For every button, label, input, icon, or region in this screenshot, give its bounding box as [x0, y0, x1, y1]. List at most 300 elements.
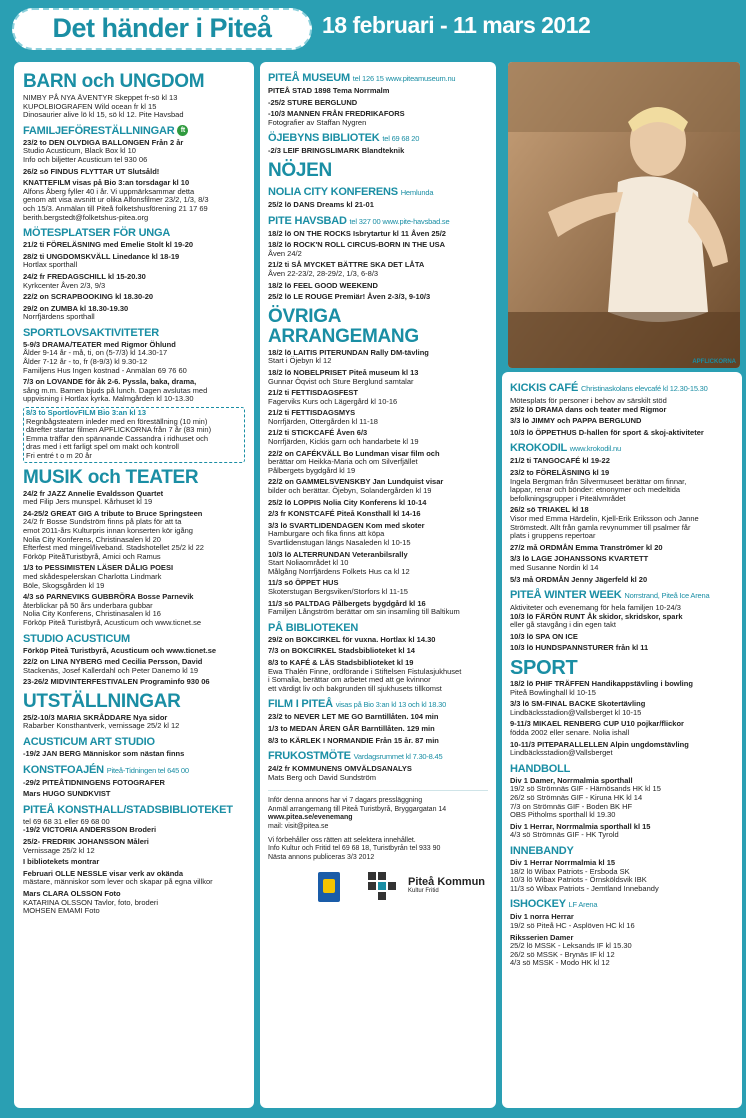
event-detail: återblickar på 50 års underbara gubbar [23, 600, 153, 610]
event-entry [268, 450, 488, 476]
heading-motes: MÖTESPLATSER FÖR UNGA [23, 227, 171, 240]
event-entry [23, 139, 245, 165]
event-detail: födda 2002 eller senare. Nolia ishall [510, 728, 630, 738]
event-detail: Pålbergets bygdgård kl 19 [268, 465, 356, 475]
event-detail: Visor med Emma Härdelin, Kjell-Erik Eriksson och Janne [510, 513, 699, 523]
event-detail: 18/2 lö Wibax Patriots - Ersboda SK [510, 866, 630, 876]
heading-sub: tel 126 15 www.piteamuseum.nu [352, 74, 456, 83]
footer-line: Vi förbehåller oss rätten att selektera innehållet. [268, 836, 416, 844]
event-entry [23, 750, 245, 759]
event-title: 22/2 on GAMMELSVENSKBY Jan Lundquist visar [268, 477, 444, 487]
event-title: 10-11/3 PITEPARALLELLEN Alpin ungdomstävling [510, 739, 689, 749]
event-entry [268, 429, 488, 446]
event-detail: Strömstedt. Allt från gamla revynummer till psalmer får [510, 522, 691, 532]
sportlov-list [23, 341, 245, 404]
event-title: Div 1 norra Herrar [510, 912, 574, 922]
event-title: -2/3 LEIF BRINGSLIMARK Blandteknik [268, 146, 405, 156]
film-list [268, 713, 488, 745]
event-detail: Ingela Bergman från Silvermuseet berättar om finnar, [510, 476, 687, 486]
event-entry [268, 499, 488, 508]
event-entry [510, 406, 734, 415]
event-detail: mästare, människor som lever och skapar på egna villkor [23, 877, 213, 887]
event-title: Mars CLARA OLSSON Foto [23, 889, 121, 898]
event-entry [23, 838, 245, 855]
event-title: 21/2 ti FÖRELÄSNING med Emelie Stolt kl 19-20 [23, 240, 194, 250]
column-left [14, 62, 254, 1108]
event-title: 26/2 sö TRIAKEL kl 18 [510, 505, 589, 515]
text-line: dras med i ett farligt spel om makt och kontroll [26, 442, 179, 452]
event-title: 29/2 on ZUMBA kl 18.30-19.30 [23, 303, 129, 313]
event-title: 21/2 ti FETTISDAGSFEST [268, 388, 359, 398]
event-entry [268, 579, 488, 596]
footer-line: Inför denna annons har vi 7 dagars pressläggning [268, 797, 423, 805]
photo-illustration [508, 62, 740, 368]
event-title: 10/3 lö HUNDSPANNSTURER från kl 11 [510, 643, 649, 653]
event-entry [23, 293, 245, 302]
event-entry [23, 305, 245, 322]
event-detail: Förköp Piteå Turistbyrå, Acusticum och www.ticnet.se [23, 617, 201, 627]
event-title: 8/3 to KAFÉ & LÄS Stadsbiblioteket kl 19 [268, 657, 414, 667]
event-title: 3/3 lö LAGE JOHANSSONS KVARTETT [510, 554, 649, 564]
heading-text: PITE HAVSBAD [268, 214, 347, 227]
event-entry [268, 636, 488, 645]
event-title: 9-11/3 MIKAEL RENBERG CUP U10 pojkar/flickor [510, 719, 684, 729]
heading-text: PITEÅ WINTER WEEK [510, 589, 622, 602]
ojebyn-list [268, 147, 488, 156]
havsbad-list [268, 230, 488, 302]
event-detail: Böle, Skogsgården kl 19 [23, 580, 105, 590]
heading-familj-text: FAMILJEFÖRESTÄLLNINGAR [23, 124, 175, 137]
event-detail: Lindbäcksstadion@Vallsberget kl 10-15 [510, 707, 642, 717]
event-entry [23, 341, 245, 375]
event-detail: Familjen Långström berättar om sin insamling till Baltikum [268, 607, 460, 617]
event-title: 28/2 ti UNGDOMSKVÄLL Linedance kl 18-19 [23, 251, 180, 261]
event-title: KNATTEFILM visas på Bio 3:an torsdagar kl 10 [23, 178, 190, 188]
event-title: 7/3 on LOVANDE för åk 2-6. Pyssla, baka, drama, [23, 377, 197, 387]
event-title: -29/2 PITEÅTIDNINGENS FOTOGRAFER [23, 777, 165, 787]
heading-sub: LF Arena [568, 900, 598, 910]
heading-ishockey [510, 898, 734, 911]
heading-sub: Piteå-Tidningen tel 645 00 [106, 765, 189, 775]
event-entry [268, 647, 488, 656]
event-title: 27/2 må ORDMÅN Emma Tranströmer kl 20 [510, 542, 663, 552]
event-detail: Målgång Norrfjärdens Folkets Hus ca kl 12 [268, 566, 410, 576]
event-entry [23, 179, 245, 222]
event-title: 3/3 lö SM-FINAL BACKE Skotertävling [510, 699, 646, 709]
event-detail: Rabarber Konsthantverk, vernissage 25/2 kl 12 [23, 721, 180, 731]
footer-line: Info Kultur och Fritid tel 69 68 18, Turistbyrån tel 933 90 [268, 845, 441, 853]
event-detail: Start Noliaområdet kl 10 [268, 558, 349, 568]
event-entry [23, 826, 245, 835]
event-detail: 19/2 sö Strömnäs GIF - Härnösands HK kl 15 [510, 784, 661, 794]
event-detail: uppvisning i Hortlax kyrka. Malmgården kl 10-13.30 [23, 394, 194, 404]
event-detail: Nolia City Konferens, Christinasalen kl 20 [23, 534, 161, 544]
heading-text: ÖJEBYNS BIBLIOTEK [268, 132, 380, 145]
section-heading-nojen: NÖJEN [268, 159, 332, 181]
event-detail: Norrfjärden, Kickis garn och handarbete kl 19 [268, 437, 419, 447]
event-title: 7/3 on BOKCIRKEL Stadsbiblioteket kl 14 [268, 646, 415, 656]
event-entry [23, 790, 245, 799]
heading-text: PITEÅ MUSEUM [268, 72, 350, 84]
event-detail: 10/3 lö Wibax Patriots - Örnsköldsvik IBK [510, 875, 647, 885]
event-entry [268, 87, 488, 96]
event-detail: 4/3 sö MSSK - Modo HK kl 12 [510, 958, 610, 968]
heading-text: KICKIS CAFÉ [510, 382, 579, 394]
heading-havsbad [268, 215, 488, 228]
event-title: 24/2 fr FREDAGSCHILL kl 15-20.30 [23, 271, 146, 281]
event-title: 22/2 on SCRAPBOOKING kl 18.30-20 [23, 292, 154, 302]
heading-innebandy: INNEBANDY [510, 844, 574, 857]
event-entry [510, 469, 734, 503]
footer-mail[interactable]: mail: visit@pitea.se [268, 822, 329, 830]
event-entry [268, 261, 488, 278]
event-entry [510, 555, 734, 572]
event-entry [23, 510, 245, 562]
event-detail: Vernissage 25/2 kl 12 [23, 845, 95, 855]
event-entry [510, 700, 734, 717]
event-entry [268, 293, 488, 302]
event-entry [510, 934, 734, 968]
event-detail: Studio Acusticum, Black Box kl 10 [23, 146, 136, 156]
pitea-kommun-logo-icon [368, 872, 400, 902]
event-title: 21/2 ti FETTISDAGSMYS [268, 408, 356, 418]
event-detail: plats i gruppens repertoar [510, 531, 596, 541]
event-detail: Lindbäcksstadion@Vallsberget [510, 748, 613, 758]
event-entry [268, 551, 488, 577]
text-line: KUPOLBIOGRAFEN Wild ocean fr kl 15 [23, 101, 157, 111]
event-title: 24/2 fr JAZZ Annelie Evaldsson Quartet [23, 488, 164, 498]
heading-text: ISHOCKEY [510, 898, 566, 911]
heading-sub: Vardagsrummet kl 7.30-8.45 [353, 752, 443, 762]
event-detail: Gunnar Öqvist och Sture Berglund samtalar [268, 376, 414, 386]
event-detail: lappar, renar och bönder: etnonymer och medeltida [510, 485, 681, 495]
event-detail: 7/3 on Strömnäs GIF - Boden BK HF [510, 801, 633, 811]
heading-sub: visas på Bio 3:an kl 13 och kl 18.30 [335, 700, 447, 710]
event-entry [23, 714, 245, 731]
event-entry [268, 99, 488, 108]
event-detail: Fotografier av Staffan Nygren [268, 117, 367, 127]
event-title: 10/3 lö ÖPPETHUS D-hallen för sport & skoj-aktiviteter [510, 427, 704, 437]
event-entry [23, 593, 245, 627]
event-title: 5/3 må ORDMÅN Jenny Jägerfeld kl 20 [510, 574, 648, 584]
event-title: 18/2 lö NOBELPRISET Piteå museum kl 13 [268, 367, 419, 377]
heading-text: FILM I PITEÅ [268, 698, 333, 711]
event-entry [23, 253, 245, 270]
event-entry [23, 858, 245, 867]
event-title: Förköp Piteå Turistbyrå, Acusticum och www.ticnet.se [23, 645, 217, 655]
event-title: -25/2 STURE BERGLUND [268, 97, 358, 107]
column-middle [260, 62, 496, 1108]
event-detail: Fagerviks Kurs och Lägergård kl 10-16 [268, 396, 398, 406]
event-title: Februari OLLE NESSLE visar verk av okända [23, 868, 184, 878]
event-detail: 26/2 sö Strömnäs GIF - Kiruna HK kl 14 [510, 793, 643, 802]
event-detail: Mats Berg och David Sundström [268, 772, 376, 782]
event-title: 18/2 lö ROCK'N ROLL CIRCUS-BORN IN THE USA [268, 240, 446, 250]
event-title: 18/2 lö PHIF TRÄFFEN Handikappstävling i bowling [510, 679, 693, 689]
event-title: 8/3 to KÄRLEK I NORMANDIE Från 15 år. 87 min [268, 735, 439, 745]
heading-handboll: HANDBOLL [510, 762, 571, 775]
event-entry [268, 725, 488, 734]
sport-list [510, 680, 734, 758]
section-heading-utst: UTSTÄLLNINGAR [23, 690, 181, 712]
krokodil-list [510, 457, 734, 584]
footer-line: Nästa annons publiceras 3/3 2012 [268, 853, 375, 861]
event-detail: med Filip Jers munspel. Kårhuset kl 19 [23, 497, 153, 507]
event-detail: Norrfjärden, Ottergården kl 11-18 [268, 416, 378, 426]
event-entry [268, 522, 488, 548]
heading-film [268, 698, 488, 711]
event-title: 22/2 on LINA NYBERG med Cecilia Persson, David [23, 657, 203, 667]
heading-bibl: PÅ BIBLIOTEKEN [268, 621, 359, 634]
heading-fruko [268, 750, 488, 763]
event-title: 3/3 lö SVARTLIDENDAGEN Kom med skoter [268, 520, 425, 530]
event-detail: Familjens Hus Ingen kostnad - Anmälan 69 76 60 [23, 365, 187, 375]
bibl-list [268, 636, 488, 694]
event-entry [23, 890, 245, 916]
event-detail: bilder och berättar. Öjebyn, Solandergården kl 19 [268, 486, 432, 496]
event-entry [268, 409, 488, 426]
event-entry [268, 600, 488, 617]
event-title: 22/2 on CAFÉKVÄLL Bo Lundman visar film och [268, 448, 440, 458]
text-line: därefter startar filmen APFLICKORNA från 7 år (83 min) [26, 425, 212, 435]
heading-kickis [510, 382, 734, 395]
event-entry [510, 576, 734, 585]
event-title: 24/2 fr KOMMUNENS OMVÄLDSANALYS [268, 764, 412, 774]
event-detail: med Susanne Nordin kl 14 [510, 562, 599, 572]
text-line: Emma träffar den spännande Cassandra i ridhuset och [26, 433, 209, 443]
event-detail: OBS Pitholms sporthall kl 19.30 [510, 810, 616, 820]
heading-ojebyn [268, 132, 488, 145]
heading-konsthall: PITEÅ KONSTHALL/STADSBIBLIOTEKET [23, 803, 233, 816]
event-detail: 4/3 sö Strömnäs GIF - HK Tyrold [510, 830, 619, 840]
event-detail: Förköp PiteåTuristbyrå, Amici och Ramus [23, 551, 161, 561]
event-detail: 11/3 sö Wibax Patriots - Jemtland Innebandy [510, 883, 659, 893]
event-entry [268, 110, 488, 127]
event-title: 21/2 ti STICKCAFÉ Åven 6/3 [268, 428, 368, 438]
event-detail: 26/2 sö MSSK - Brynäs IF kl 12 [510, 949, 615, 959]
event-detail: emot 2011-års Kulturpris innan konserten kör igång [23, 525, 193, 535]
footer-link[interactable]: www.pitea.se/evenemang [268, 814, 353, 822]
event-entry [23, 647, 245, 656]
heading-acusticum-art: ACUSTICUM ART STUDIO [23, 736, 155, 749]
event-entry [23, 678, 245, 687]
event-entry [268, 765, 488, 782]
event-detail: Nolia City Konferens, Christinasalen kl 16 [23, 609, 161, 619]
event-entry [510, 720, 734, 737]
event-detail: Ålder 9-14 år - må, ti, on (5-7/3) kl 14.30-17 [23, 348, 168, 358]
event-detail: KATARINA OLSSON Tavlor, foto, broderi [23, 897, 159, 907]
event-title: Div 1 Damer, Norrmalmia sporthall [510, 775, 633, 785]
event-entry [268, 389, 488, 406]
event-title: -19/2 JAN BERG Människor som nästan finns [23, 749, 185, 759]
acusticum-art-list [23, 750, 245, 759]
column-right [502, 372, 742, 1108]
heading-sub: tel 69 68 20 [382, 134, 420, 144]
event-detail: 24/2 fr Bosse Sundström finns på plats för att ta [23, 517, 182, 527]
event-detail: Ewa Thalén Finne, ordförande i Stiftelsen Fistulasjukhuset [268, 666, 462, 676]
event-title: 23/2 to DEN OLYDIGA BALLONGEN Från 2 år [23, 137, 184, 147]
event-title: 23-26/2 MIDVINTERFESTIVALEN Programinfo 930 06 [23, 677, 210, 687]
ovriga-list [268, 349, 488, 617]
heading-konstfoajen [23, 764, 245, 777]
event-title: 5-9/3 DRAMA/TEATER med Rigmor Öhlund [23, 339, 176, 349]
event-entry [23, 870, 245, 887]
event-title: Riksserien Damer [510, 932, 574, 942]
sportlov-highlight [23, 407, 245, 463]
event-detail: MOHSEN EMAMI Foto [23, 906, 100, 916]
heading-krokodil [510, 442, 734, 455]
heading-sub: tel 327 00 www.pite-havsbad.se [349, 216, 450, 226]
event-title: 21/2 ti SÅ MYCKET BÄTTRE SKA DET LÅTA [268, 260, 425, 270]
konstfoajen-list [23, 779, 245, 799]
event-detail: genom att visa avsnitt ur olika Alfonsfilmer 23/2, 1/3, 8/3 [23, 195, 209, 205]
logo-sub: Kultur Fritid [408, 888, 439, 895]
heading-sub: www.krokodil.nu [569, 444, 621, 454]
event-detail: Kyrkcenter Åven 2/3, 9/3 [23, 280, 106, 290]
footer-line: Anmäl arrangemang till Piteå Turistbyrå, Bryggargatan 14 [268, 805, 447, 813]
event-detail: Piteå Bowlinghall kl 10-15 [510, 687, 596, 697]
event-detail: och 15/3. Anmälan till Piteå folketshusförening 21 17 69 [23, 203, 208, 213]
text-line: NIMBY PÅ NYA ÄVENTYR Skeppet fr-sö kl 13 [23, 93, 178, 102]
heading-sub: Norrstrand, Piteå Ice Arena [624, 591, 710, 601]
event-title: 1/3 to MEDAN ÅREN GÅR Barntillåten. 129 min [268, 723, 435, 733]
photo-apflickorna [508, 62, 740, 368]
event-detail: befolkningsgrupper i Piteälvmrådet [510, 493, 626, 503]
ishockey-list [510, 913, 734, 968]
event-entry [510, 613, 734, 630]
ft-logo-icon: ft [177, 125, 188, 136]
event-entry [268, 478, 488, 495]
handboll-list [510, 777, 734, 840]
heading-winterweek [510, 589, 734, 602]
event-detail: Norrfjärdens sporthall [23, 312, 95, 322]
event-title: 26/2 sö FINDUS FLYTTAR UT Slutsåld! [23, 166, 160, 176]
winterweek-list [510, 613, 734, 653]
konsthall-list [23, 826, 245, 915]
event-detail: med skådespelerskan Charlotta Lindmark [23, 571, 162, 581]
event-entry [510, 913, 734, 930]
event-title: 1/3 to PESSIMISTEN LÄSER DÅLIG POESI [23, 563, 174, 573]
event-entry [268, 659, 488, 693]
event-entry [510, 457, 734, 466]
event-title: 23/2 to NEVER LET ME GO Barntillåten. 104 min [268, 712, 439, 722]
heading-text: NOLIA CITY KONFERENS [268, 185, 398, 198]
event-title: 3/3 lö JIMMY och PAPPA BERGLUND [510, 416, 642, 426]
event-title: I bibliotekets montrar [23, 857, 100, 867]
heading-familj [23, 125, 245, 137]
winterweek-sub: Aktiviteter och evenemang för hela familjen 10-24/3 [510, 603, 681, 613]
event-detail: sång m.m. Barnen bjuds på lunch. Dagen avslutas med [23, 385, 208, 395]
event-detail: Åven 24/2 [268, 248, 302, 258]
event-entry [268, 201, 488, 210]
event-detail: berättar om Heikka-Maria och om Silverfjället [268, 457, 418, 467]
event-title: 25/2 lö LE ROUGE Premiär! Åven 2-3/3, 9-10/3 [268, 292, 431, 302]
event-detail: Efterfest med mingel/liveband. Stadshotellet 25/2 kl 22 [23, 543, 204, 553]
event-entry [23, 658, 245, 675]
event-entry [23, 378, 245, 404]
logos-row [268, 868, 488, 908]
event-entry [510, 544, 734, 553]
konsthall-sub: tel 69 68 31 eller 69 68 00 [23, 816, 110, 826]
event-entry [23, 490, 245, 507]
heading-sub: Hemlunda [400, 187, 434, 197]
event-title: 11/3 sö ÖPPET HUS [268, 578, 339, 588]
event-detail: Alfons Åberg fyller 40 i år. Vi uppmärksammar detta [23, 186, 195, 196]
event-entry [268, 349, 488, 366]
event-detail: Stackenäs, Josef Kallerdahl och Peter Danemo kl 19 [23, 665, 199, 675]
kickis-list [510, 406, 734, 438]
event-title: 18/2 lö LAITIS PITERUNDAN Rally DM-tävling [268, 347, 429, 357]
event-title: 25/2- FREDRIK JOHANSSON Måleri [23, 837, 149, 847]
event-title: 18/2 lö FEEL GOOD WEEKEND [268, 280, 378, 290]
event-title: 2/3 fr KONSTCAFÉ Piteå Konsthall kl 14-16 [268, 509, 421, 519]
event-detail: eller gå stavgång i din egen takt [510, 620, 616, 630]
logo-name: Piteå Kommun [408, 876, 486, 889]
event-entry [510, 823, 734, 840]
nolia-list [268, 201, 488, 210]
event-entry [268, 230, 488, 239]
section-heading-barn: BARN och UNGDOM [23, 71, 205, 92]
text-line: 8/3 to SportlovFILM Bio 3:an kl 13 [26, 408, 147, 418]
event-entry [268, 737, 488, 746]
event-entry [268, 510, 488, 519]
event-title: 21/2 ti TANGOCAFÉ kl 19-22 [510, 456, 610, 466]
kickis-sub: Mötesplats för personer i behov av särskilt stöd [510, 396, 667, 405]
event-detail: Info och biljetter Acusticum tel 930 06 [23, 154, 148, 164]
barn-intro [23, 94, 245, 120]
event-entry [510, 644, 734, 653]
event-detail: Start i Öjebyn kl 12 [268, 356, 332, 366]
page-title: Det händer i Piteå [52, 13, 272, 43]
date-range: 18 februari - 11 mars 2012 [322, 12, 591, 38]
event-detail: 25/2 lö MSSK - Leksands IF kl 15.30 [510, 941, 632, 951]
pitea-kommun-name [408, 876, 485, 894]
text-line: Fri entré t o m 20 år [26, 451, 92, 460]
event-entry [23, 273, 245, 290]
event-entry [268, 282, 488, 291]
event-title: -10/3 MANNEN FRÅN FREDRIKAFORS [268, 109, 405, 119]
event-title: 25/2 lö DANS Dreams kl 21-01 [268, 199, 374, 209]
event-entry [23, 168, 245, 177]
section-heading-ovriga: ÖVRIGA ARRANGEMANG [268, 305, 419, 347]
event-title: 25/2-10/3 MARIA SKRÅDDARE Nya sidor [23, 712, 168, 722]
event-entry [510, 777, 734, 820]
heading-text: KONSTFOAJÉN [23, 763, 104, 776]
event-entry [268, 713, 488, 722]
event-entry [510, 859, 734, 893]
heading-nolia [268, 186, 488, 199]
motes-list [23, 241, 245, 322]
event-detail: Skoterstugan Bergsviken/Storfors kl 11-15 [268, 586, 408, 596]
museum-list [268, 87, 488, 127]
event-title: Mars HUGO SUNDKVIST [23, 789, 111, 799]
studio-list [23, 647, 245, 687]
heading-text: KROKODIL [510, 442, 567, 455]
footer-box [268, 790, 488, 908]
fruko-list [268, 765, 488, 782]
event-entry [268, 241, 488, 258]
event-detail: Hamburgare och fika finns att köpa [268, 529, 385, 539]
familj-list [23, 139, 245, 222]
event-entry [510, 506, 734, 540]
event-title: 11/3 sö PALTDAG Pålbergets bygdgård kl 16 [268, 598, 426, 608]
event-entry [510, 417, 734, 426]
event-entry [268, 369, 488, 386]
title-pill [12, 8, 312, 50]
musik-list [23, 490, 245, 628]
event-title: -19/2 VICTORIA ANDERSSON Broderi [23, 825, 157, 835]
event-title: Div 1 Herrar, Norrmalmia sporthall kl 15 [510, 821, 651, 831]
